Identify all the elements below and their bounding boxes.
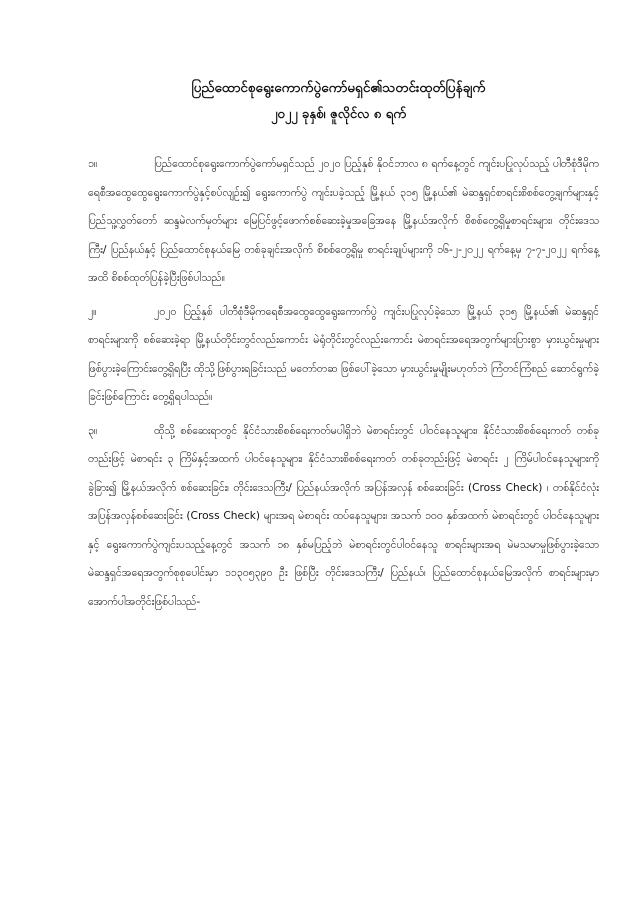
- paragraph-number: ၂။: [88, 305, 97, 318]
- paragraph-2: [88, 298, 599, 412]
- paragraph-text: ပြည်ထောင်စုရွေးကောက်ပွဲကော်မရှင်သည် ၂၀၂၀ ပြည့်နှစ် နိုဝင်ဘာလ ၈ ရက်နေ့တွင် ကျင်းပပြုလုပ်သည့် ပါတီစုံဒီမိုကရေစီအထွေထွေရွေးကောက်ပွဲနှင့်စပ်လျဉ်း၍ ရွေးကောက်ပွဲ ကျင်းပခဲ့သည့် မြို့နယ် ၃၁၅ မြို့နယ်၏ မဲဆန္ဒရှင်စာရင်းစိစစ်တွေ့ချက်များနှင့် ပြည်သူ့လွှတ်တော် ဆန္ဒမဲလက်မှတ်များ မြေပြင်ဖွင့်ဖောက်စစ်ဆေးခဲ့မှုအခြေအနေ မြို့နယ်အလိုက် စိစစ်တွေ့ရှိမှုစာရင်းများ၊ တိုင်းဒေသကြီး/ ပြည်နယ်နှင့် ပြည်ထောင်စုနယ်မြေ တစ်ခုချင်းအလိုက် စိစစ်တွေ့ရှိမှု စာရင်းချုပ်များကို ၁၆-၂-၂၀၂၂ ရက်နေ့မှ ၇-၇-၂၀၂၂ ရက်နေ့အထိ စိစစ်ထုတ်ပြန်ခဲ့ပြီးဖြစ်ပါသည်။: [88, 158, 599, 284]
- paragraph-text: ထိုသို့ စစ်ဆေးရာတွင် နိုင်ငံသားစိစစ်ရေးကတ်မပါရှိဘဲ မဲစာရင်းတွင် ပါဝင်နေသူများ၊ နိုင်ငံသားစိစစ်ရေးကတ် တစ်ခုတည်းဖြင့် မဲစာရင်း ၃ ကြိမ်နှင့်အထက် ပါဝင်နေသူများ၊ နိုင်ငံသားစိစစ်ရေးကတ် တစ်ခုတည်းဖြင့် မဲစာရင်း ၂ ကြိမ်ပါဝင်နေသူများကို ခွဲခြား၍ မြို့နယ်အလိုက် စစ်ဆေးခြင်း၊ တိုင်းဒေသကြီး/ ပြည်နယ်အလိုက် အပြန်အလှန် စစ်ဆေးခြင်း (Cross Check) ၊ တစ်နိုင်ငံလုံး အပြန်အလှန်စစ်ဆေးခြင်း (Cross Check) များအရ မဲစာရင်း ထပ်နေသူများ၊ အသက် ၁၀၀ နှစ်အထက် မဲစာရင်းတွင် ပါဝင်နေသူများနှင့် ရွေးကောက်ပွဲကျင်းပသည့်နေ့တွင် အသက် ၁၈ နှစ်မပြည့်ဘဲ မဲစာရင်းတွင်ပါဝင်နေသူ စာရင်းများအရ မဲမသမာမှုဖြစ်ပွားခဲ့သော မဲဆန္ဒရှင်အရေအတွက်စုစုပေါင်းမှာ ၁၁၃၀၅၃၉၀ ဦး ဖြစ်ပြီး တိုင်းဒေသကြီး/ ပြည်နယ်၊ ပြည်ထောင်စုနယ်မြေအလိုက် စာရင်းများမှာ အောက်ပါအတိုင်းဖြစ်ပါသည်-: [88, 424, 599, 608]
- paragraph-1: [88, 150, 599, 293]
- paragraph-text: ၂၀၂၀ ပြည့်နှစ် ပါတီစုံဒီမိုကရေစီအထွေထွေရွေးကောက်ပွဲ ကျင်းပပြုလုပ်ခဲ့သော မြို့နယ် ၃၁၅ မြို့နယ်၏ မဲဆန္ဒရှင်စာရင်းများကို စစ်ဆေးခဲ့ရာ မြို့နယ်တိုင်းတွင်လည်းကောင်း မဲရုံတိုင်းတွင်လည်းကောင်း မဲစာရင်းအရေအတွက်များပြားစွာ မှားယွင်းမှုများ ဖြစ်ပွားခဲ့ကြောင်းတွေ့ရှိရပြီး ထိုသို့ဖြစ်ပွားရခြင်းသည် မတော်တဆ ဖြစ်ပေါ်ခဲ့သော မှားယွင်းမှုမျိုးမဟုတ်ဘဲ ကြံတင်ကြံစည် ဆောင်ရွက်ခဲ့ခြင်းဖြစ်ကြောင်း တွေ့ရှိရပါသည်။: [88, 305, 599, 403]
- document-date: ၂၀၂၂ ခုနှစ်၊ ဇူလိုင်လ ၈ ရက်: [271, 107, 406, 122]
- paragraph-number: ၁။: [88, 158, 98, 170]
- paragraph-3: [88, 417, 599, 617]
- paragraph-number: ၃။: [88, 424, 98, 437]
- document-title: ပြည်ထောင်စုရွေးကောက်ပွဲကော်မရှင်၏သတင်းထုတ်ပြန်ချက်: [191, 80, 486, 96]
